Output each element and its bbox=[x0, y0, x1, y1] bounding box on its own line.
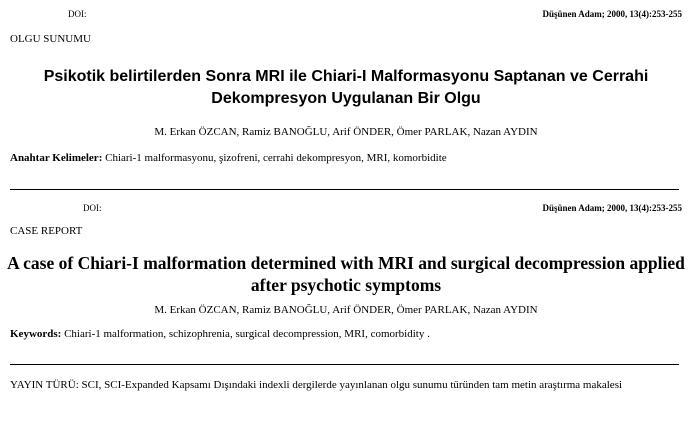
article-title-en-line1: A case of Chiari-I malformation determined with MRI and surgical decompression applied bbox=[7, 253, 685, 273]
journal-citation-en: Düşünen Adam; 2000, 13(4):253-255 bbox=[542, 203, 682, 213]
article-title-en-line2: after psychotic symptoms bbox=[250, 275, 442, 295]
section-divider-bottom bbox=[10, 364, 679, 365]
keywords-en bbox=[10, 328, 430, 340]
keywords-tr bbox=[10, 152, 447, 164]
doi-label-tr: DOI: bbox=[68, 9, 87, 19]
publication-type: YAYIN TÜRÜ: SCI, SCI-Expanded Kapsamı Dışındaki indexli dergilerde yayınlanan olgu sunumu türünden tam metin araştırma makalesi bbox=[10, 379, 623, 391]
keywords-label-en: Keywords: bbox=[10, 328, 62, 340]
doi-label-en: DOI: bbox=[83, 203, 102, 213]
article-title-tr-line1: Psikotik belirtilerden Sonra MRI ile Chiari-I Malformasyonu Saptanan ve Cerrahi bbox=[43, 68, 649, 85]
keywords-text-tr: Chiari-1 malformasyonu, şizofreni, cerrahi dekompresyon, MRI, komorbidite bbox=[105, 152, 447, 164]
article-title-tr-line2: Dekompresyon Uygulanan Bir Olgu bbox=[211, 90, 481, 107]
keywords-text-en: Chiari-1 malformation, schizophrenia, surgical decompression, MRI, comorbidity . bbox=[64, 328, 430, 340]
authors-tr: M. Erkan ÖZCAN, Ramiz BANOĞLU, Arif ÖNDER, Ömer PARLAK, Nazan AYDIN bbox=[154, 126, 538, 138]
journal-citation-tr: Düşünen Adam; 2000, 13(4):253-255 bbox=[542, 9, 682, 19]
keywords-label-tr: Anahtar Kelimeler: bbox=[10, 152, 103, 164]
section-divider-top bbox=[10, 189, 679, 190]
section-label-en: CASE REPORT bbox=[10, 225, 83, 237]
authors-en: M. Erkan ÖZCAN, Ramiz BANOĞLU, Arif ÖNDER, Ömer PARLAK, Nazan AYDIN bbox=[154, 304, 538, 316]
section-label-tr: OLGU SUNUMU bbox=[10, 33, 91, 45]
